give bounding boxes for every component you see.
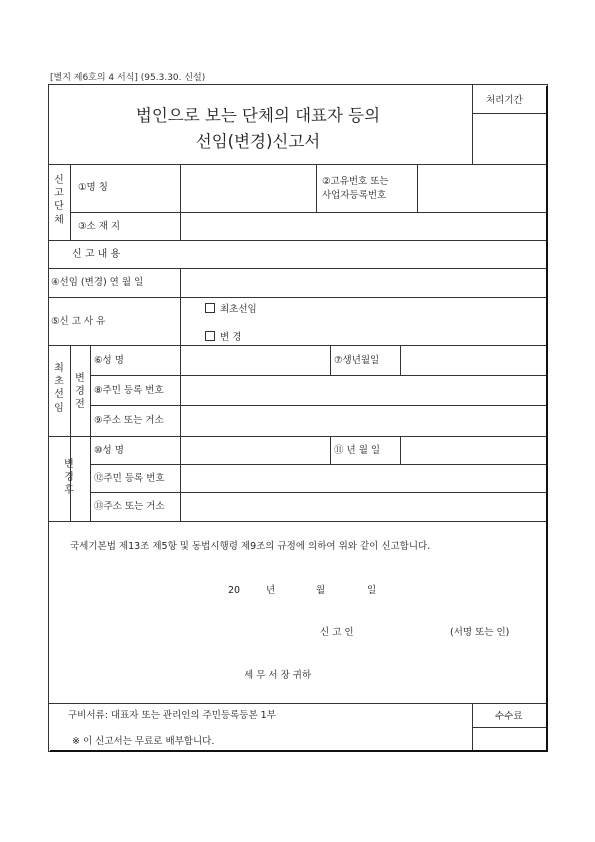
org-address-field[interactable] (182, 214, 544, 238)
before-rrn-field[interactable] (182, 377, 544, 403)
processing-divider (472, 113, 546, 114)
hline (48, 268, 546, 269)
change-date-field[interactable] (182, 270, 544, 295)
hline (472, 727, 546, 728)
declaration-text: 국세기본법 제13조 제5항 및 동법시행령 제9조의 규정에 의하여 위와 같이 신고합니다. (70, 541, 431, 552)
section-before-change: 변 경 전 (75, 373, 85, 411)
form-title-line1: 법인으로 보는 단체의 대표자 등의 (135, 106, 381, 125)
date-day-label: 일 (367, 585, 377, 596)
after-name-field[interactable] (182, 438, 328, 462)
date-year: 20 (228, 585, 241, 596)
before-address-field[interactable] (182, 407, 544, 434)
org-id-field[interactable] (419, 166, 544, 210)
report-reason-label: ⑤신 고 사 유 (51, 316, 106, 327)
vline (70, 164, 71, 240)
change-date-label: ④선임 (변경) 연 월 일 (51, 277, 144, 288)
hline (48, 240, 546, 241)
before-birthdate-label: ⑦생년월일 (334, 355, 380, 366)
checkbox-change[interactable] (205, 331, 215, 341)
after-name-label: ⑩성 명 (94, 445, 124, 456)
vline (330, 345, 331, 375)
after-birthdate-field[interactable] (402, 438, 544, 462)
date-year-label: 년 (266, 585, 276, 596)
report-contents-header: 신 고 내 용 (72, 249, 121, 260)
vline (316, 164, 317, 212)
org-address-label: ③소 재 지 (78, 221, 121, 232)
before-name-label: ⑥성 명 (94, 355, 124, 366)
reason-option-change[interactable]: 변 경 (205, 331, 241, 344)
org-name-field[interactable] (182, 166, 314, 210)
after-address-label: ⑬주소 또는 거소 (94, 501, 165, 512)
vline (400, 436, 401, 464)
hline (48, 345, 546, 346)
before-name-field[interactable] (182, 347, 328, 373)
date-month-label: 월 (316, 585, 326, 596)
after-rrn-label: ⑫주민 등록 번호 (94, 473, 165, 484)
after-address-field[interactable] (182, 494, 544, 519)
hline (90, 464, 546, 465)
vline (90, 345, 91, 521)
hline (90, 405, 546, 406)
after-rrn-field[interactable] (182, 466, 544, 490)
fee-field[interactable] (474, 729, 544, 748)
vline (330, 436, 331, 464)
before-address-label: ⑨주소 또는 거소 (94, 415, 164, 426)
hline (70, 212, 546, 213)
vline (400, 345, 401, 375)
free-distribution-note: ※ 이 신고서는 무료로 배부합니다. (72, 736, 215, 747)
before-rrn-label: ⑧주민 등록 번호 (94, 385, 164, 396)
section-initial: 최 초 선 임 (54, 363, 64, 414)
fee-label: 수수료 (495, 711, 523, 722)
section-reporting-org: 신 고 단 체 (54, 175, 64, 226)
vline (180, 164, 181, 240)
before-birthdate-field[interactable] (402, 347, 544, 373)
org-id-label-line2: 사업자등록번호 (322, 190, 387, 201)
signature-label: (서명 또는 인) (450, 627, 510, 638)
hline (48, 297, 546, 298)
hline (48, 521, 546, 522)
processing-period-label: 처리기간 (486, 95, 523, 106)
frame-shadow-right (546, 86, 548, 752)
hline (48, 436, 546, 437)
frame-shadow-bottom (50, 750, 548, 752)
reason-option-initial[interactable]: 최초선임 (205, 303, 257, 316)
hline (90, 492, 546, 493)
form-code: [별지 제6호의 4 서식] (95.3.30. 신설) (50, 73, 206, 83)
reporter-name-field[interactable] (372, 622, 444, 640)
title-divider (472, 84, 473, 164)
form-title-line2: 선임(변경)신고서 (195, 132, 321, 151)
processing-period-field[interactable] (474, 116, 544, 162)
hline (48, 164, 546, 165)
after-birthdate-label: ⑪ 년 월 일 (334, 445, 381, 456)
recipient-label: 세 무 서 장 귀하 (244, 670, 312, 681)
vline (180, 268, 181, 521)
section-after-change: 변 경 후 (64, 459, 74, 497)
attachments-text: 구비서류: 대표자 또는 관리인의 주민등록등본 1부 (68, 710, 276, 721)
reporter-label: 신 고 인 (320, 627, 354, 638)
org-name-label: ①명 칭 (78, 182, 108, 193)
org-id-label-line1: ②고유번호 또는 (322, 176, 389, 187)
checkbox-initial[interactable] (205, 303, 215, 313)
vline (417, 164, 418, 212)
hline (90, 375, 546, 376)
